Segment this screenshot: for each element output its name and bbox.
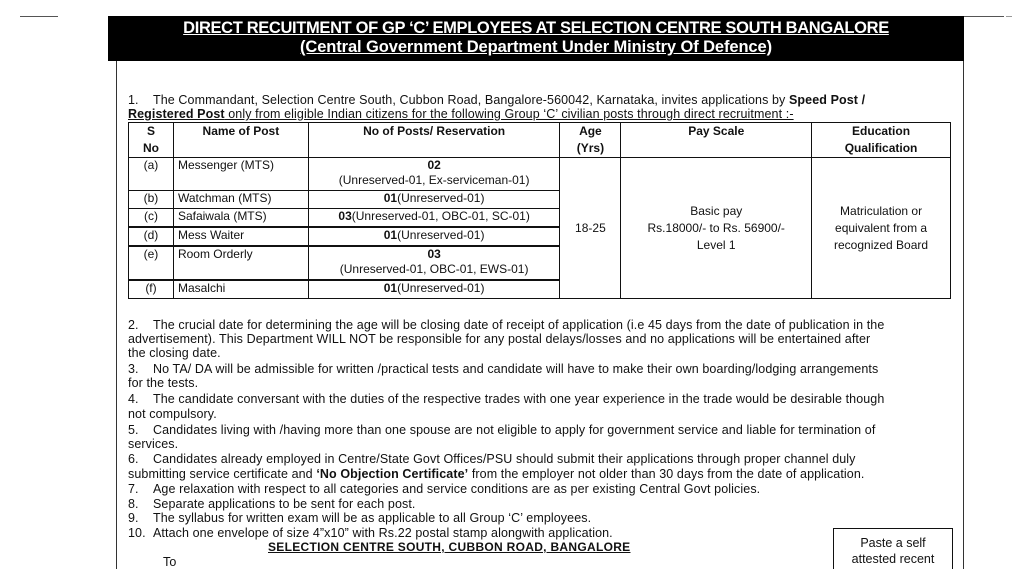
row-reservation: 03(Unreserved-01, OBC-01, SC-01) [308,209,560,228]
row-post: Messenger (MTS) [173,158,308,191]
posts-table [128,122,951,299]
header-age: Age (Yrs) [560,123,621,158]
row-sno: (d) [129,227,174,246]
header-sno: S No [129,123,174,158]
row-reservation: 01(Unreserved-01) [308,280,560,299]
point-6-line-1: 6. Candidates already employed in Centre/State Govt Offices/PSU should submit their applications through proper channel duly [128,452,856,466]
header-reservation: No of Posts/ Reservation [308,123,560,158]
notice-title: DIRECT RECUITMENT OF GP ‘C’ EMPLOYEES AT SELECTION CENTRE SOUTH BANGALORE [183,19,889,37]
point-2-line-1: 2. The crucial date for determining the age will be closing date of receipt of application (i.e 45 days from the date of publication in the [128,318,885,332]
top-right-tick [1006,16,1012,17]
row-sno: (e) [129,246,174,280]
point-6-line-2: submitting service certificate and ‘No Objection Certificate’ from the employer not older than 30 days from the date of application. [128,467,865,481]
intro-line-1 [128,93,865,108]
row-reservation: 01(Unreserved-01) [308,227,560,246]
notice-header [108,16,964,61]
intro-number: 1. [128,93,139,107]
photo-box-line-2: attested recent [851,552,935,566]
top-left-rule [20,16,58,17]
photo-box [833,528,953,569]
notice-subtitle: (Central Government Department Under Ministry Of Defence) [300,38,772,56]
address-to: To [163,555,177,569]
point-7: 7. Age relaxation with respect to all categories and service conditions are as per existing Central Govt policies. [128,482,761,496]
intro-registered-post: Registered Post [128,107,225,121]
education-cell: Matriculation or equivalent from a recognized Board [812,158,951,299]
address-line: SELECTION CENTRE SOUTH, CUBBON ROAD, BANGALORE [268,540,631,554]
intro-speed-post: Speed Post / [788,93,866,107]
point-8: 8. Separate applications to be sent for each post. [128,497,416,511]
table-row [129,158,951,191]
intro-text-2: only from eligible Indian citizens for the following Group ‘C’ civilian posts through direct recruitment :- [224,107,794,121]
row-reservation: 01(Unreserved-01) [308,191,560,209]
point-10: 10. Attach one envelope of size 4”x10” with Rs.22 postal stamp alongwith application. [128,526,613,540]
point-2-line-2: advertisement). This Department WILL NOT be responsible for any postal delays/losses and no applications will be entertained after [128,332,871,346]
header-education: Education Qualification [812,123,951,158]
header-pay: Pay Scale [621,123,812,158]
row-sno: (b) [129,191,174,209]
photo-box-line-1: Paste a self [860,536,926,550]
point-2-line-3: the closing date. [128,346,221,360]
row-post: Watchman (MTS) [173,191,308,209]
row-post: Masalchi [173,280,308,299]
page-border-right [963,61,964,569]
point-5-line-2: services. [128,437,179,451]
point-5-line-1: 5. Candidates living with /having more than one spouse are not eligible to apply for government service and liable for termination of [128,423,876,437]
row-sno: (a) [129,158,174,191]
row-post: Room Orderly [173,246,308,280]
age-cell: 18-25 [560,158,621,299]
table-header-row [129,123,951,158]
row-post: Safaiwala (MTS) [173,209,308,228]
point-9: 9. The syllabus for written exam will be as applicable to all Group ‘C’ employees. [128,511,592,525]
row-reservation: 03 (Unreserved-01, OBC-01, EWS-01) [308,246,560,280]
point-4-line-2: not compulsory. [128,407,217,421]
header-post: Name of Post [173,123,308,158]
point-4-line-1: 4. The candidate conversant with the duties of the respective trades with one year experience in the trade would be desirable though [128,392,885,406]
intro-text: The Commandant, Selection Centre South, Cubbon Road, Bangalore-560042, Karnataka, invites applications by [153,93,789,107]
row-sno: (c) [129,209,174,228]
point-3-line-1: 3. No TA/ DA will be admissible for written /practical tests and candidate will have to make their own boarding/lodging arrangements [128,362,879,376]
top-right-rule [964,16,1004,17]
row-reservation: 02 (Unreserved-01, Ex-serviceman-01) [308,158,560,191]
intro-line-2 [128,107,794,122]
point-3-line-2: for the tests. [128,376,199,390]
row-post: Mess Waiter [173,227,308,246]
page-border-left [116,61,117,569]
pay-cell: Basic pay Rs.18000/- to Rs. 56900/- Level 1 [621,158,812,299]
row-sno: (f) [129,280,174,299]
